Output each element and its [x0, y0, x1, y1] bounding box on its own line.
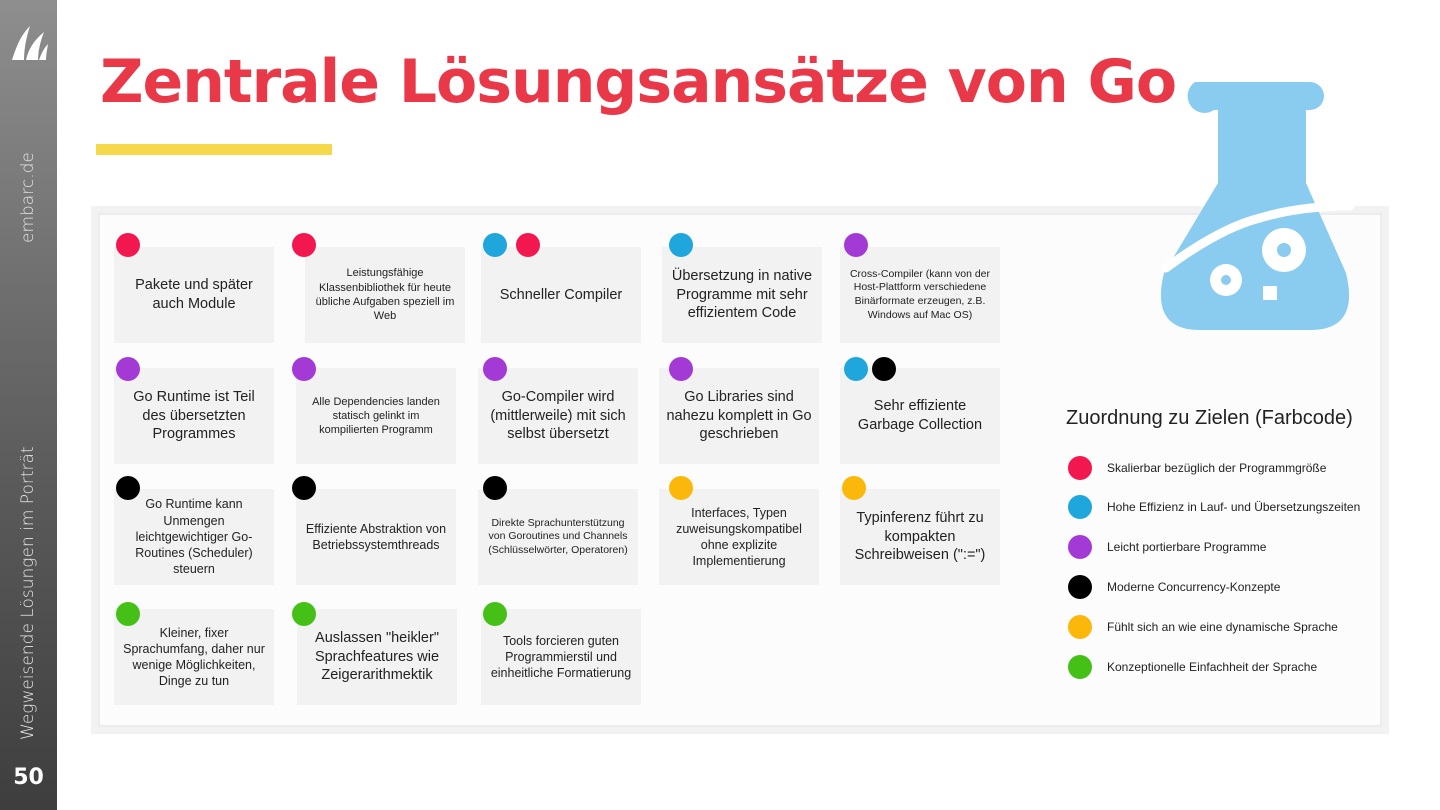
legend-title: Zuordnung zu Zielen (Farbcode): [1066, 407, 1353, 429]
card-go-runtime-teil: [114, 368, 274, 464]
dot-yellow: [669, 476, 693, 500]
flask-icon: [1150, 78, 1360, 334]
card-go-compiler-selbst: [478, 368, 638, 464]
dot-red: [116, 233, 140, 257]
slide-title: Zentrale Lösungsansätze von Go: [100, 47, 1177, 117]
dot-purple: [669, 357, 693, 381]
dot-red: [292, 233, 316, 257]
card-sprachunterstuetzung: [478, 489, 638, 585]
card-tools-formatierung: [481, 609, 641, 705]
card-text: Pakete und später auch Module: [135, 277, 253, 312]
legend-label: Moderne Concurrency-Konzepte: [1107, 580, 1281, 594]
card-text: Go-Compiler wird (mittlerweile) mit sich selbst übersetzt: [490, 388, 626, 443]
legend-label: Skalierbar bezüglich der Programmgröße: [1107, 461, 1327, 475]
card-text: Interfaces, Typen zuweisungskompatibel ohne explizite Implementierung: [676, 505, 802, 569]
sail-logo-icon: [8, 24, 48, 64]
card-go-routines: [114, 489, 274, 585]
sidebar: [0, 0, 57, 810]
dot-black: [116, 476, 140, 500]
dot-green: [116, 602, 140, 626]
dot-blue: [483, 233, 507, 257]
dot-green: [292, 602, 316, 626]
card-text: Sehr effiziente Garbage Collection: [857, 398, 983, 433]
dot-purple: [292, 357, 316, 381]
card-typinferenz: [840, 489, 1000, 585]
card-heikle-features: [297, 609, 457, 705]
title-underline: [96, 144, 332, 155]
card-interfaces: [659, 489, 819, 585]
card-text: Auslassen "heikler" Sprachfeatures wie Zeigerarithmektik: [314, 629, 440, 684]
legend-label: Leicht portierbare Programme: [1107, 540, 1267, 554]
card-dependencies: [296, 368, 456, 464]
dot-blue: [669, 233, 693, 257]
legend-label: Hohe Effizienz in Lauf- und Übersetzungszeiten: [1107, 500, 1361, 514]
card-text: Cross-Compiler (kann von der Host-Plattform verschiedene Binärformate erzeugen, z.B. Windows auf Mac OS): [849, 267, 991, 321]
dot-black: [1068, 575, 1092, 599]
dot-green: [483, 602, 507, 626]
card-text: Alle Dependencies landen statisch gelinkt im kompilierten Programm: [312, 395, 440, 437]
card-klassenbibliothek: [305, 247, 465, 343]
dot-green: [1068, 655, 1092, 679]
page-number: 50: [13, 765, 44, 790]
legend-label: Konzeptionelle Einfachheit der Sprache: [1107, 660, 1318, 674]
dot-purple: [1068, 535, 1092, 559]
card-garbage-collection: [840, 368, 1000, 464]
card-text: Schneller Compiler: [499, 286, 623, 303]
card-text: Go Runtime ist Teil des übersetzten Programmes: [133, 388, 255, 443]
dot-purple: [483, 357, 507, 381]
card-go-libraries: [659, 368, 819, 464]
dot-red: [1068, 456, 1092, 480]
dot-black: [872, 357, 896, 381]
card-schneller-compiler: [481, 247, 641, 343]
card-native-programme: [662, 247, 822, 343]
legend-label: Fühlt sich an wie eine dynamische Sprache: [1107, 620, 1338, 634]
card-pakete-module: [114, 247, 274, 343]
card-text: Leistungsfähige Klassenbibliothek für heute übliche Aufgaben speziell im Web: [315, 267, 455, 323]
dot-purple: [844, 233, 868, 257]
card-text: Übersetzung in native Programme mit sehr effizientem Code: [671, 267, 813, 322]
card-text: Effiziente Abstraktion von Betriebssystemthreads: [305, 521, 447, 552]
dot-blue: [844, 357, 868, 381]
dot-blue: [1068, 495, 1092, 519]
card-text: Tools forcieren guten Programmierstil und einheitliche Formatierung: [490, 633, 632, 681]
dot-red: [516, 233, 540, 257]
card-abstraktion-threads: [296, 489, 456, 585]
card-cross-compiler: [840, 247, 1000, 343]
card-text: Typinferenz führt zu kompakten Schreibweisen (":="): [854, 509, 986, 564]
dot-yellow: [842, 476, 866, 500]
dot-black: [483, 476, 507, 500]
dot-black: [292, 476, 316, 500]
card-text: Go Libraries sind nahezu komplett in Go geschrieben: [666, 388, 812, 443]
card-text: Kleiner, fixer Sprachumfang, daher nur wenige Möglichkeiten, Dinge zu tun: [123, 625, 265, 689]
card-sprachumfang: [114, 609, 274, 705]
card-text: Direkte Sprachunterstützung von Goroutines und Channels (Schlüsselwörter, Operatoren): [488, 516, 628, 556]
dot-yellow: [1068, 615, 1092, 639]
presentation-title: Wegweisende Lösungen im Porträt: [18, 446, 38, 740]
site-label: embarc.de: [18, 152, 38, 243]
dot-purple: [116, 357, 140, 381]
card-text: Go Runtime kann Unmengen leichtgewichtiger Go-Routines (Scheduler) steuern: [135, 497, 253, 577]
